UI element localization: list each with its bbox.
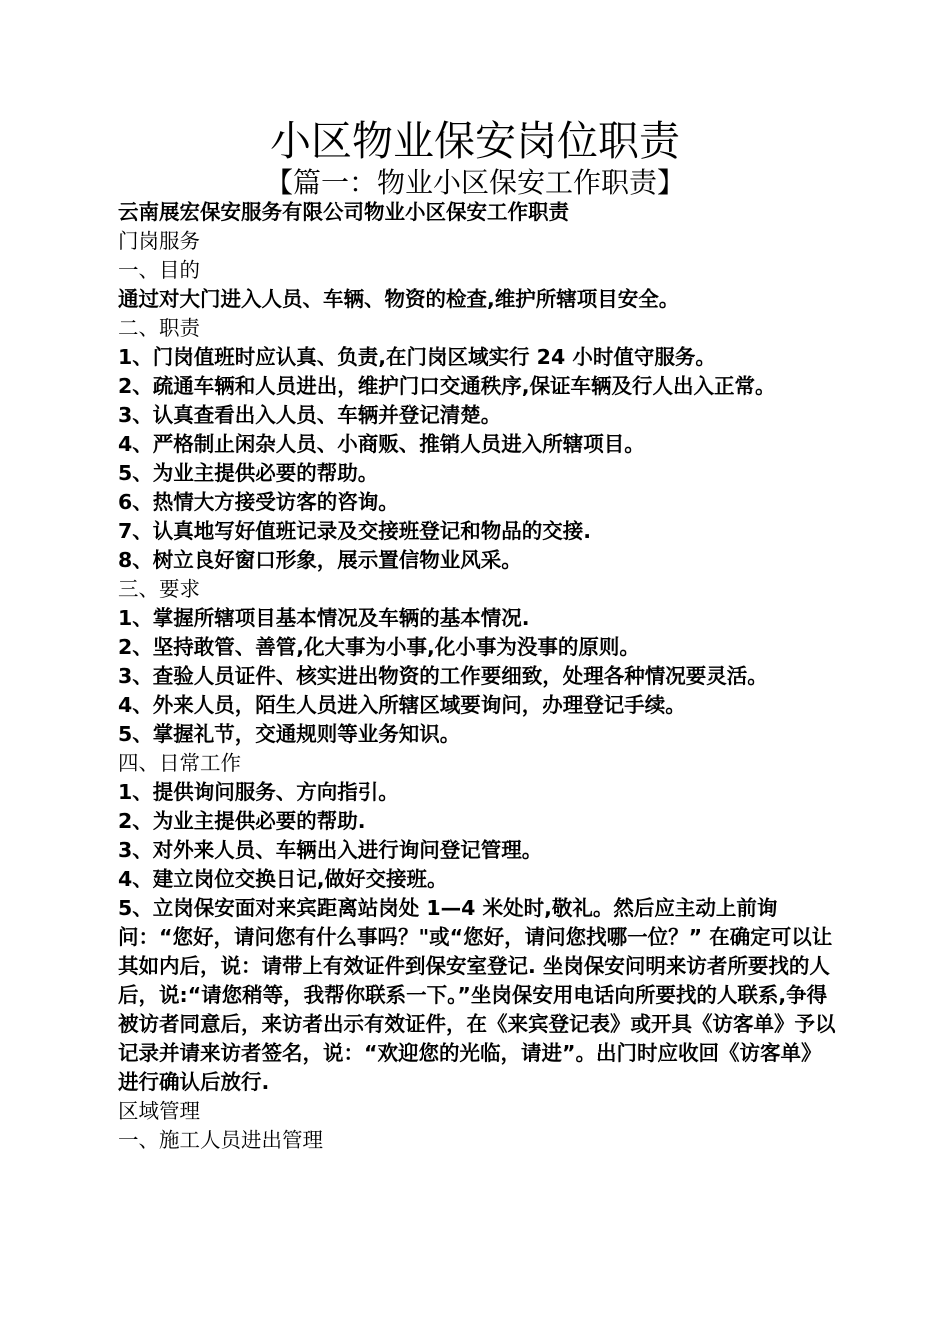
body-paragraph: 4、外来人员，陌生人员进入所辖区域要询问，办理登记手续。	[118, 693, 686, 717]
body-paragraph: 6、热情大方接受访客的咨询。	[118, 490, 399, 514]
body-paragraph: 3、查验人员证件、核实进出物资的工作要细致，处理各种情况要灵活。	[118, 664, 768, 688]
body-paragraph: 8、树立良好窗口形象，展示置信物业风采。	[118, 548, 522, 572]
body-paragraph: 2、坚持敢管、善管,化大事为小事,化小事为没事的原则。	[118, 635, 640, 659]
body-paragraph: 通过对大门进入人员、车辆、物资的检查,维护所辖项目安全。	[118, 287, 680, 311]
body-paragraph: 5、立岗保安面对来宾距离站岗处 1—4 米处时,敬礼。然后应主动上前询问：“您好，请问您有什么事吗？"或“您好，请问您找哪一位？” 在确定可以让其如内后，说：请带上有效证件到保安室登记. 坐岗保安问明来访者所要找的人后，说:“请您稍等，我帮你联系一下。”坐岗保安用电话向所要找的人联系,争得被访者同意后，来访者出示有效证件，在《来宾登记表》或开具《访客单》予以记录并请来访者签名，说：“欢迎您的光临，请进”。出门时应收回《访客单》进行确认后放行.	[118, 896, 836, 1094]
body-paragraph: 4、建立岗位交换日记,做好交接班。	[118, 867, 448, 891]
section-heading: 四、日常工作	[118, 751, 241, 775]
body-paragraph: 1、提供询问服务、方向指引。	[118, 780, 399, 804]
body-paragraph: 1、掌握所辖项目基本情况及车辆的基本情况.	[118, 606, 530, 630]
section-heading: 门岗服务	[118, 229, 200, 253]
body-paragraph: 3、认真查看出入人员、车辆并登记清楚。	[118, 403, 502, 427]
body-paragraph: 2、疏通车辆和人员进出，维护门口交通秩序,保证车辆及行人出入正常。	[118, 374, 776, 398]
body-paragraph: 3、对外来人员、车辆出入进行询问登记管理。	[118, 838, 543, 862]
body-paragraph: 1、门岗值班时应认真、负责,在门岗区域实行 24 小时值守服务。	[118, 345, 716, 369]
body-paragraph: 5、为业主提供必要的帮助。	[118, 461, 379, 485]
body-paragraph: 4、严格制止闲杂人员、小商贩、推销人员进入所辖项目。	[118, 432, 645, 456]
section-heading: 一、施工人员进出管理	[118, 1128, 323, 1152]
body-paragraph: 云南展宏保安服务有限公司物业小区保安工作职责	[118, 200, 569, 224]
section-heading: 区域管理	[118, 1099, 200, 1123]
section-heading: 三、要求	[118, 577, 200, 601]
body-paragraph: 7、认真地写好值班记录及交接班登记和物品的交接.	[118, 519, 592, 543]
body-paragraph: 5、掌握礼节，交通规则等业务知识。	[118, 722, 461, 746]
document-subtitle: 【篇一：物业小区保安工作职责】	[264, 166, 685, 199]
document-title: 小区物业保安岗位职责	[270, 117, 680, 165]
section-heading: 一、目的	[118, 258, 200, 282]
section-heading: 二、职责	[118, 316, 200, 340]
body-paragraph: 2、为业主提供必要的帮助.	[118, 809, 366, 833]
document-body	[118, 198, 838, 1155]
